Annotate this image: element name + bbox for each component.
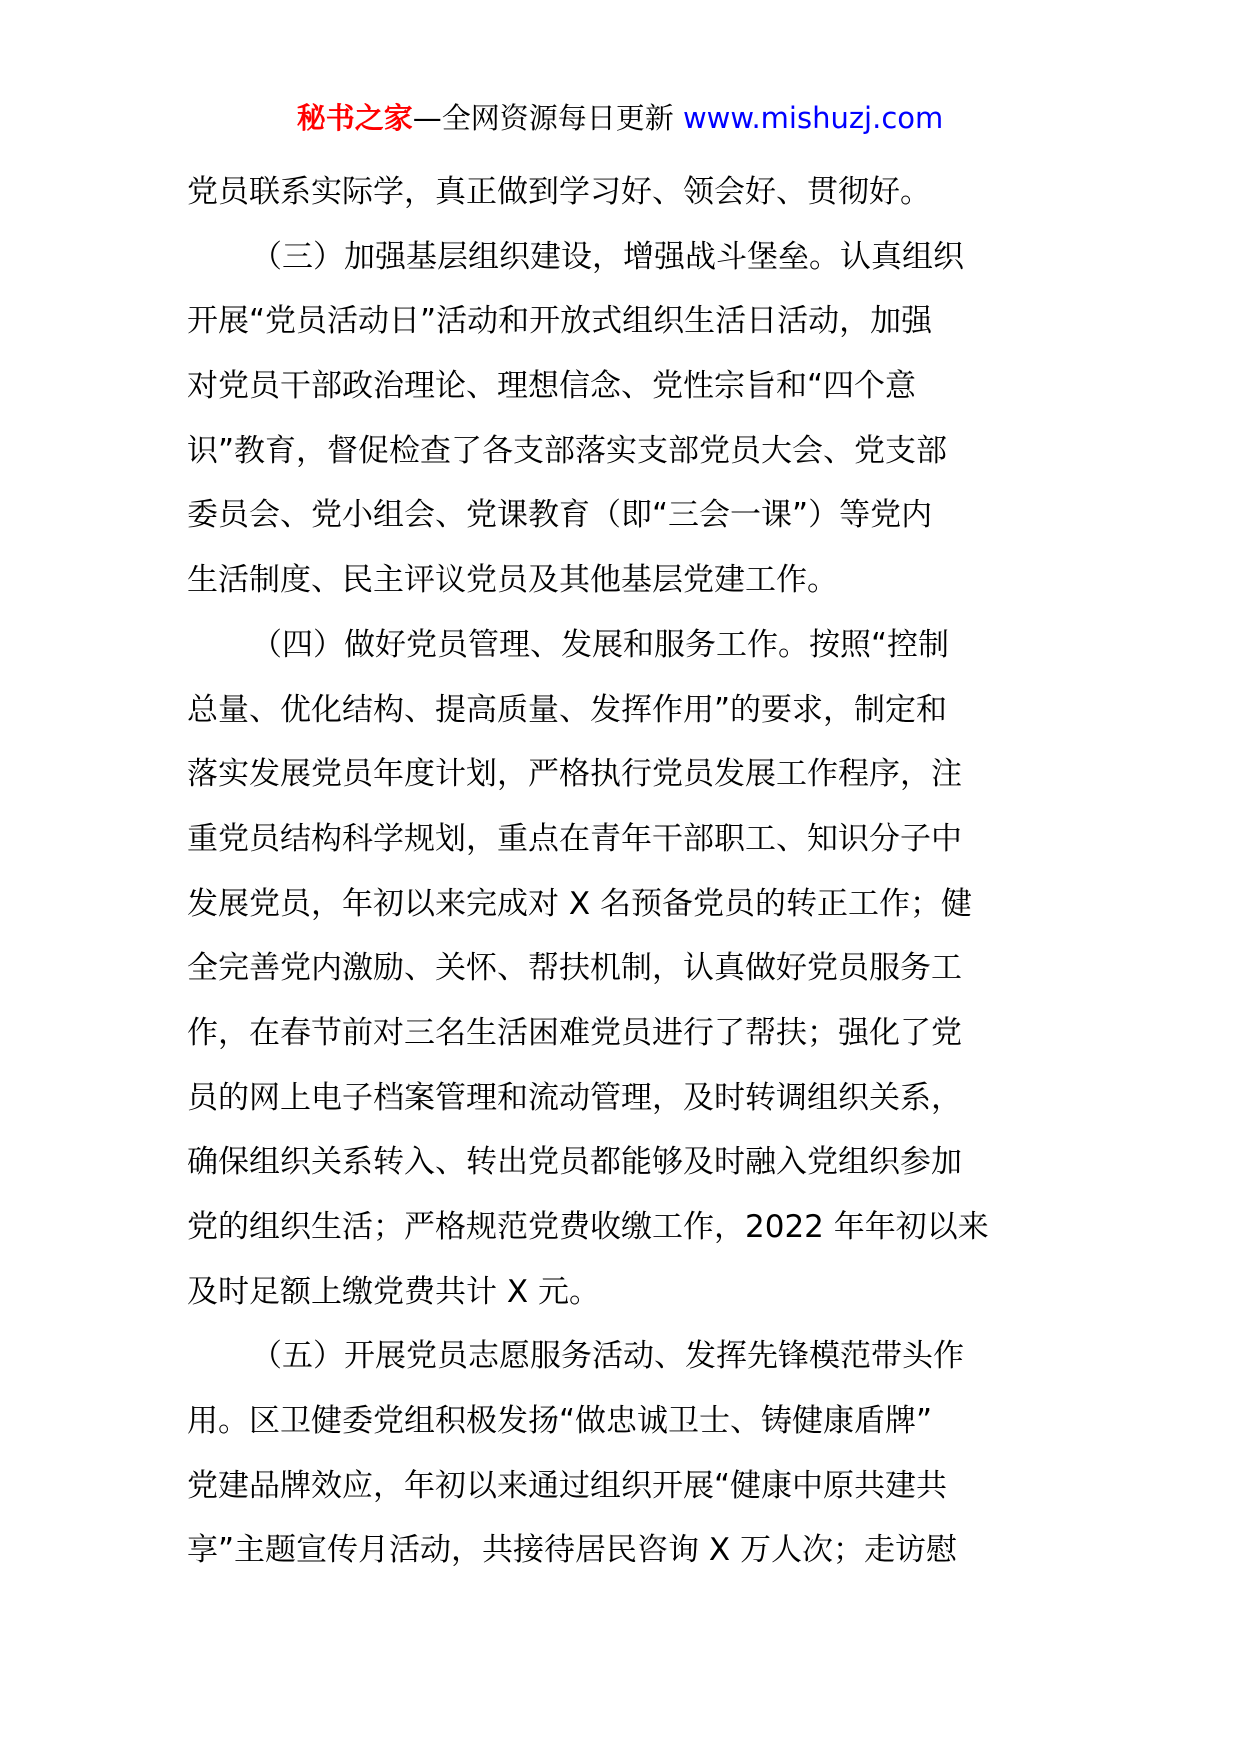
text-line: 总量、优化结构、提高质量、发挥作用”的要求，制定和: [187, 691, 948, 728]
paragraph-heading-3: （三）加强基层组织建设，增强战斗堡垒。认真组织: [251, 238, 964, 275]
text-line: 党的组织生活；严格规范党费收缴工作，2022 年年初以来: [187, 1209, 989, 1245]
site-slogan: —全网资源每日更新: [412, 101, 683, 135]
text-line: 对党员干部政治理论、理想信念、党性宗旨和“四个意: [187, 368, 917, 405]
text-line: 委员会、党小组会、党课教育（即“三会一课”）等党内: [187, 497, 933, 534]
text-line: 生活制度、民主评议党员及其他基层党建工作。: [187, 562, 838, 599]
text-line: 作，在春节前对三名生活困难党员进行了帮扶；强化了党: [187, 1014, 962, 1051]
text-line: 开展“党员活动日”活动和开放式组织生活日活动，加强: [187, 303, 933, 340]
text-line: 党员联系实际学，真正做到学习好、领会好、贯彻好。: [187, 174, 931, 210]
site-brand: 秘书之家: [296, 101, 413, 135]
text-line: 重党员结构科学规划，重点在青年干部职工、知识分子中: [187, 820, 962, 857]
text-line: 员的网上电子档案管理和流动管理，及时转调组织关系，: [187, 1079, 962, 1116]
text-line: 发展党员，年初以来完成对 X 名预备党员的转正工作；健: [187, 885, 972, 922]
document-body: [187, 160, 1057, 1583]
paragraph-heading-4: （四）做好党员管理、发展和服务工作。按照“控制: [251, 626, 950, 663]
text-line: 享”主题宣传月活动，共接待居民咨询 X 万人次；走访慰: [187, 1532, 958, 1569]
text-line: 识”教育，督促检查了各支部落实支部党员大会、党支部: [187, 432, 948, 469]
text-line: 及时足额上缴党费共计 X 元。: [187, 1273, 600, 1310]
site-url-link[interactable]: www.mishuzj.com: [682, 101, 944, 135]
text-line: 用。区卫健委党组积极发扬“做忠诚卫士、铸健康盾牌”: [187, 1403, 933, 1440]
text-line: 党建品牌效应，年初以来通过组织开展“健康中原共建共: [187, 1467, 948, 1504]
site-header: [0, 98, 1240, 138]
text-line: 落实发展党员年度计划，严格执行党员发展工作程序，注: [187, 756, 962, 793]
text-line: 确保组织关系转入、转出党员都能够及时融入党组织参加: [187, 1144, 962, 1181]
text-line: 全完善党内激励、关怀、帮扶机制，认真做好党员服务工: [187, 950, 962, 987]
paragraph-heading-5: （五）开展党员志愿服务活动、发挥先锋模范带头作: [251, 1338, 964, 1375]
